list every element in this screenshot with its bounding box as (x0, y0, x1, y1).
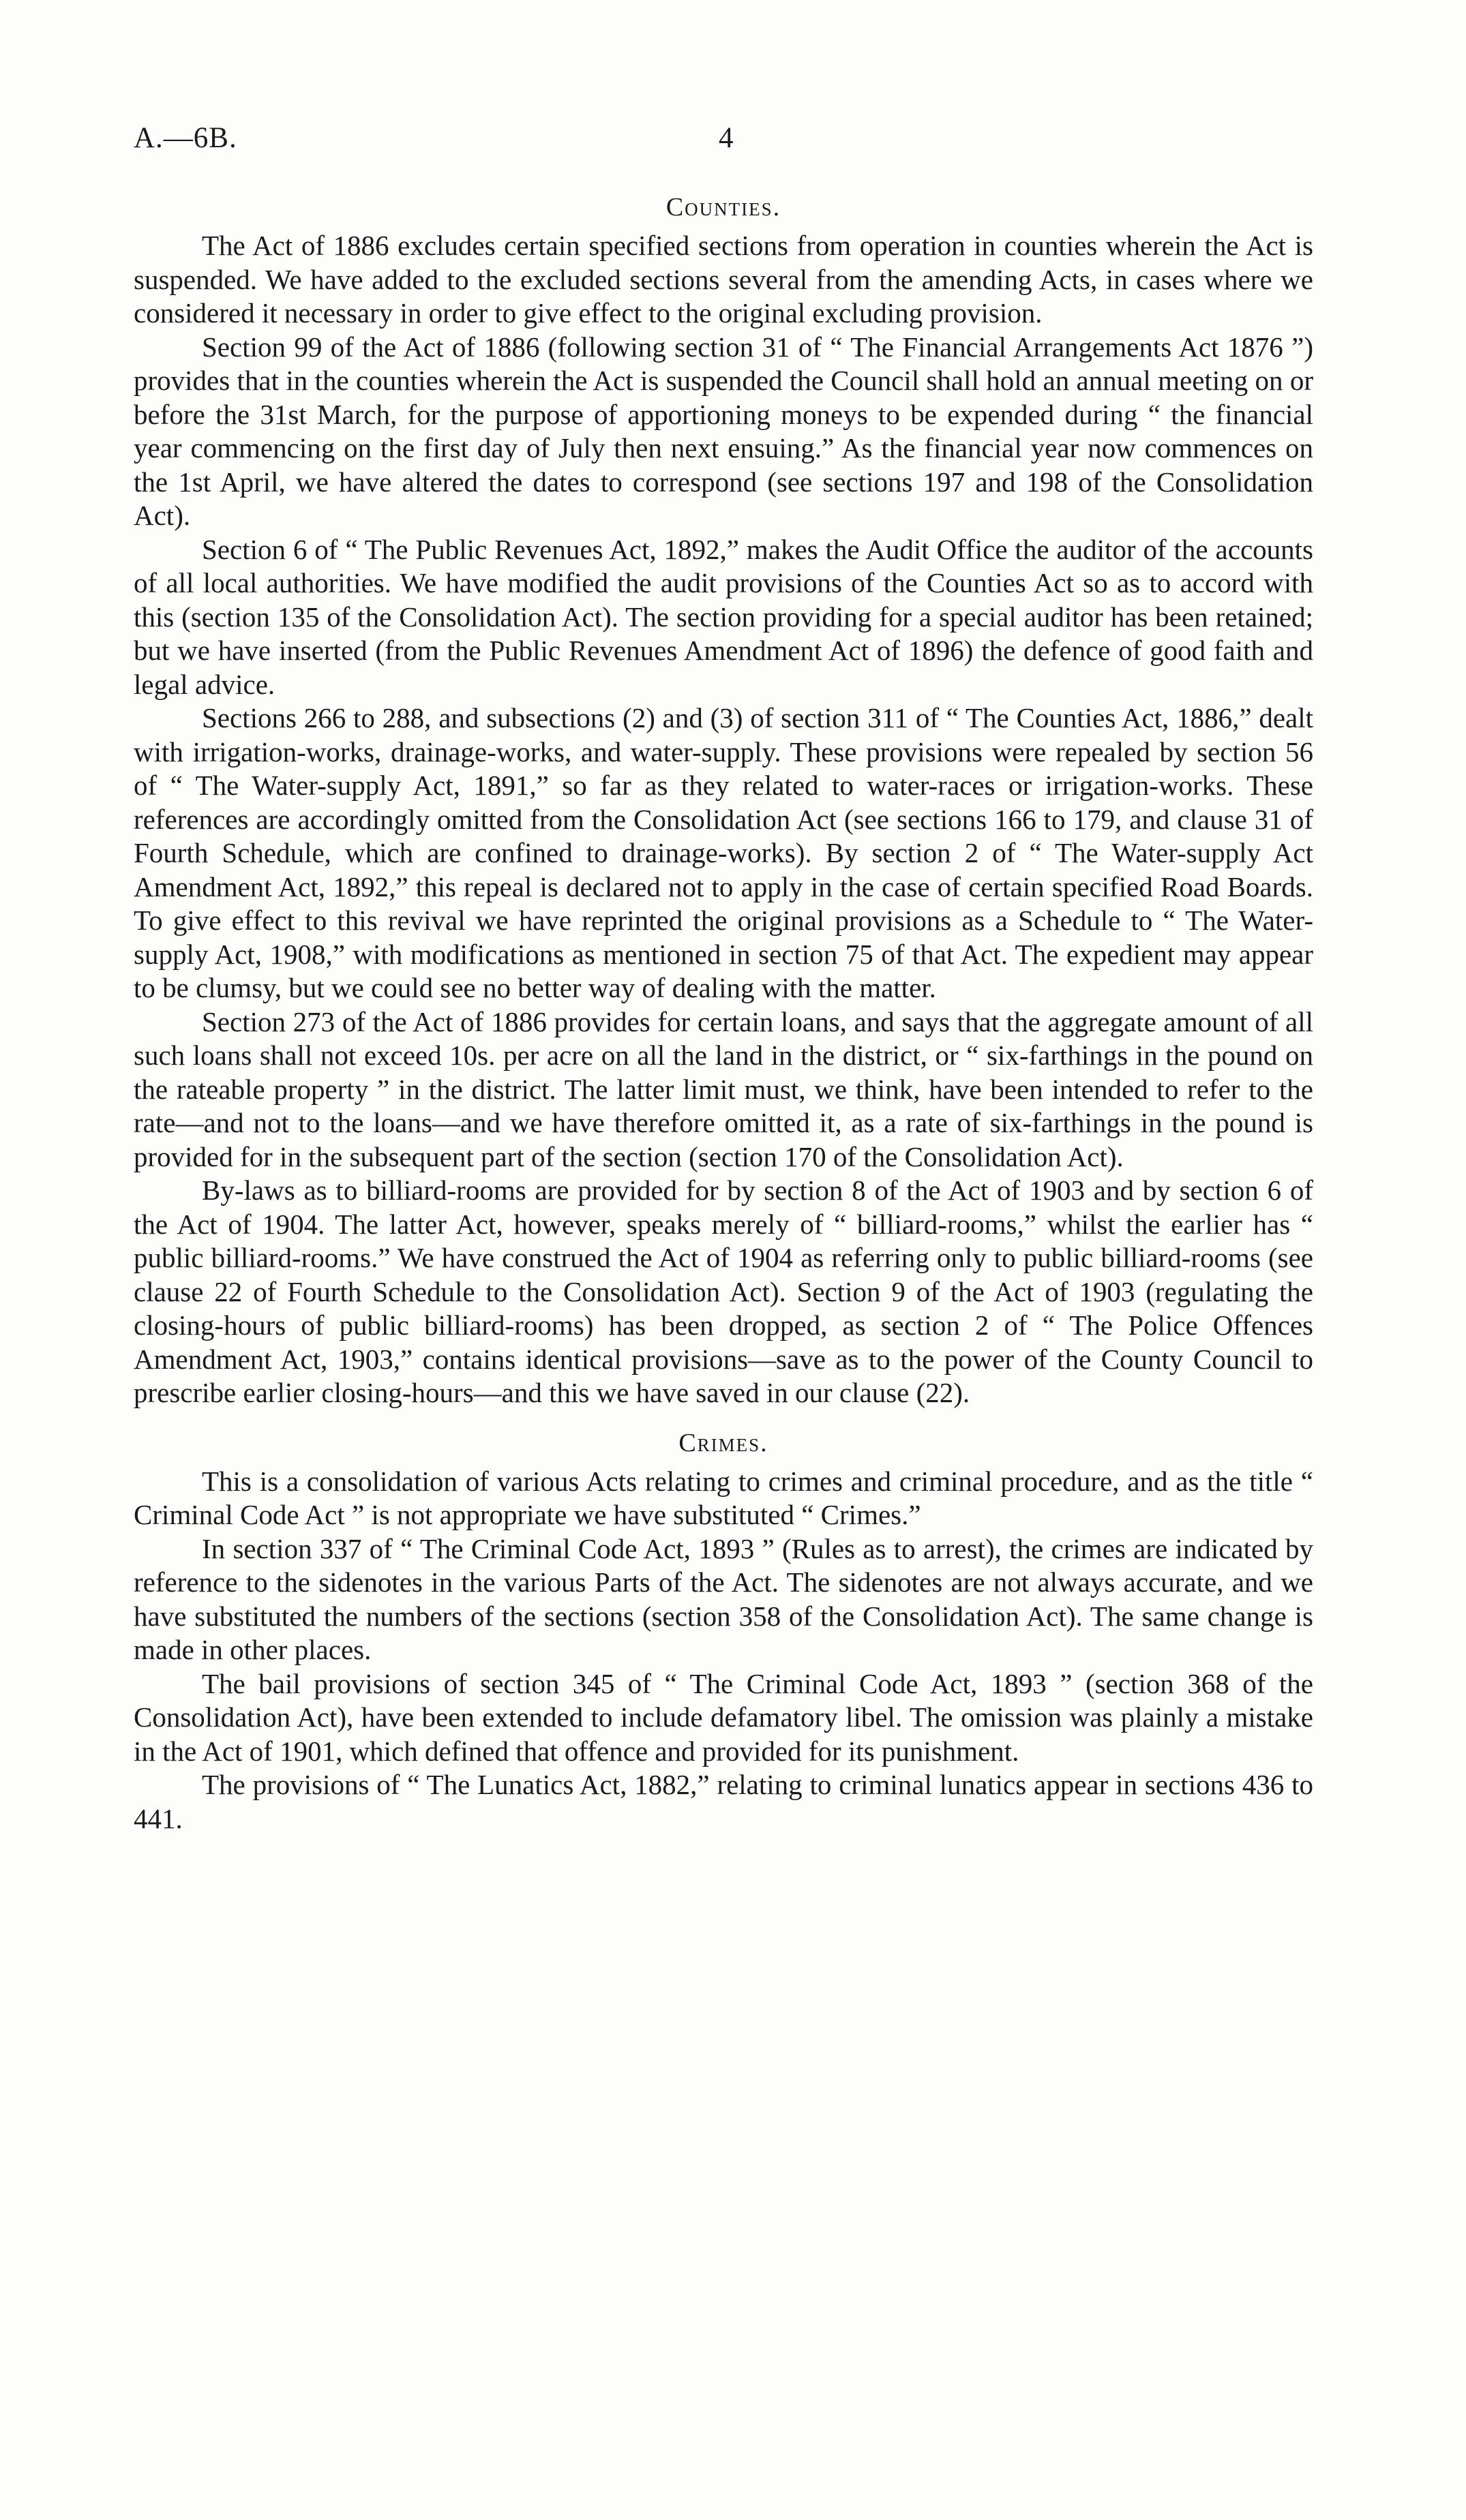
paragraph: The provisions of “ The Lunatics Act, 1882,” relating to criminal lunatics appear in sections 436 to 441. (134, 1769, 1313, 1834)
paragraph: Section 6 of “ The Public Revenues Act, 1892,” makes the Audit Office the auditor of the accounts of all local authorities. We have modified the audit provisions of the Counties Act so as to accord with this (section 135 of the Consolidation Act). The section providing for a special auditor has been retained; but we have inserted (from the Public Revenues Amendment Act of 1896) the defence of good faith and legal advice. (134, 533, 1313, 700)
paragraph: By-laws as to billiard-rooms are provided for by section 8 of the Act of 1903 and by section 6 of the Act of 1904. The latter Act, however, speaks merely of “ billiard-rooms,” whilst the earlier has “ public billiard-rooms.” We have construed the Act of 1904 as referring only to public billiard-rooms (see clause 22 of Fourth Schedule to the Consolidation Act). Section 9 of the Act of 1903 (regulating the closing-hours of public billiard-rooms) has been dropped, as section 2 of “ The Police Offences Amendment Act, 1903,” contains identical provisions—save as to the power of the County Council to prescribe earlier closing-hours—and this we have saved in our clause (22). (134, 1174, 1313, 1408)
section-counties (134, 192, 1313, 1410)
document-reference: A.—6B. (134, 122, 237, 154)
paragraph: The Act of 1886 excludes certain specified sections from operation in counties wherein the Act is suspended. We have added to the excluded sections several from the amending Acts, in cases where we considered it necessary in order to give effect to the original excluding provision. (134, 230, 1313, 329)
paragraph: The bail provisions of section 345 of “ The Criminal Code Act, 1893 ” (section 368 of the Consolidation Act), have been extended to include defamatory libel. The omission was plainly a mistake in the Act of 1901, which defined that offence and provided for its punishment. (134, 1667, 1313, 1767)
section-heading: Counties. (665, 193, 781, 222)
page-header (134, 121, 1313, 162)
paragraph: Section 99 of the Act of 1886 (following section 31 of “ The Financial Arrangements Act 1876 ”) provides that in the counties wherein the Act is suspended the Council shall hold an annual meeting on or before the 31st March, for the purpose of apportioning moneys to be expended during “ the financial year commencing on the first day of July then next ensuing.” As the financial year now commences on the 1st April, we have altered the dates to correspond (see sections 197 and 198 of the Consolidation Act). (134, 331, 1313, 531)
section-heading: Crimes. (678, 1428, 768, 1457)
page-number: 4 (719, 122, 734, 154)
section-crimes (134, 1428, 1313, 1836)
paragraph: Section 273 of the Act of 1886 provides for certain loans, and says that the aggregate amount of all such loans shall not exceed 10s. per acre on all the land in the district, or “ six-farthings in the pound on the rateable property ” in the district. The latter limit must, we think, have been intended to refer to the rate—and not to the loans—and we have therefore omitted it, as a rate of six-farthings in the pound is provided for in the subsequent part of the section (section 170 of the Consolidation Act). (134, 1005, 1313, 1172)
paragraph: In section 337 of “ The Criminal Code Act, 1893 ” (Rules as to arrest), the crimes are indicated by reference to the sidenotes in the various Parts of the Act. The sidenotes are not always accurate, and we have substituted the numbers of the sections (section 358 of the Consolidation Act). The same change is made in other places. (134, 1532, 1313, 1665)
paragraph: Sections 266 to 288, and subsections (2) and (3) of section 311 of “ The Counties Act, 1886,” dealt with irrigation-works, drainage-works, and water-supply. These provisions were repealed by section 56 of “ The Water-supply Act, 1891,” so far as they related to water-races or irrigation-works. These references are accordingly omitted from the Consolidation Act (see sections 166 to 179, and clause 31 of Fourth Schedule, which are confined to drainage-works). By section 2 of “ The Water-supply Act Amendment Act, 1892,” this repeal is declared not to apply in the case of certain specified Road Boards. To give effect to this revival we have reprinted the original provisions as a Schedule to “ The Water-supply Act, 1908,” with modifications as mentioned in section 75 of that Act. The expedient may appear to be clumsy, but we could see no better way of dealing with the matter. (134, 702, 1313, 1003)
body-text (134, 192, 1313, 1836)
paragraph: This is a consolidation of various Acts relating to crimes and criminal procedure, and as the title “ Criminal Code Act ” is not appropriate we have substituted “ Crimes.” (134, 1465, 1313, 1530)
